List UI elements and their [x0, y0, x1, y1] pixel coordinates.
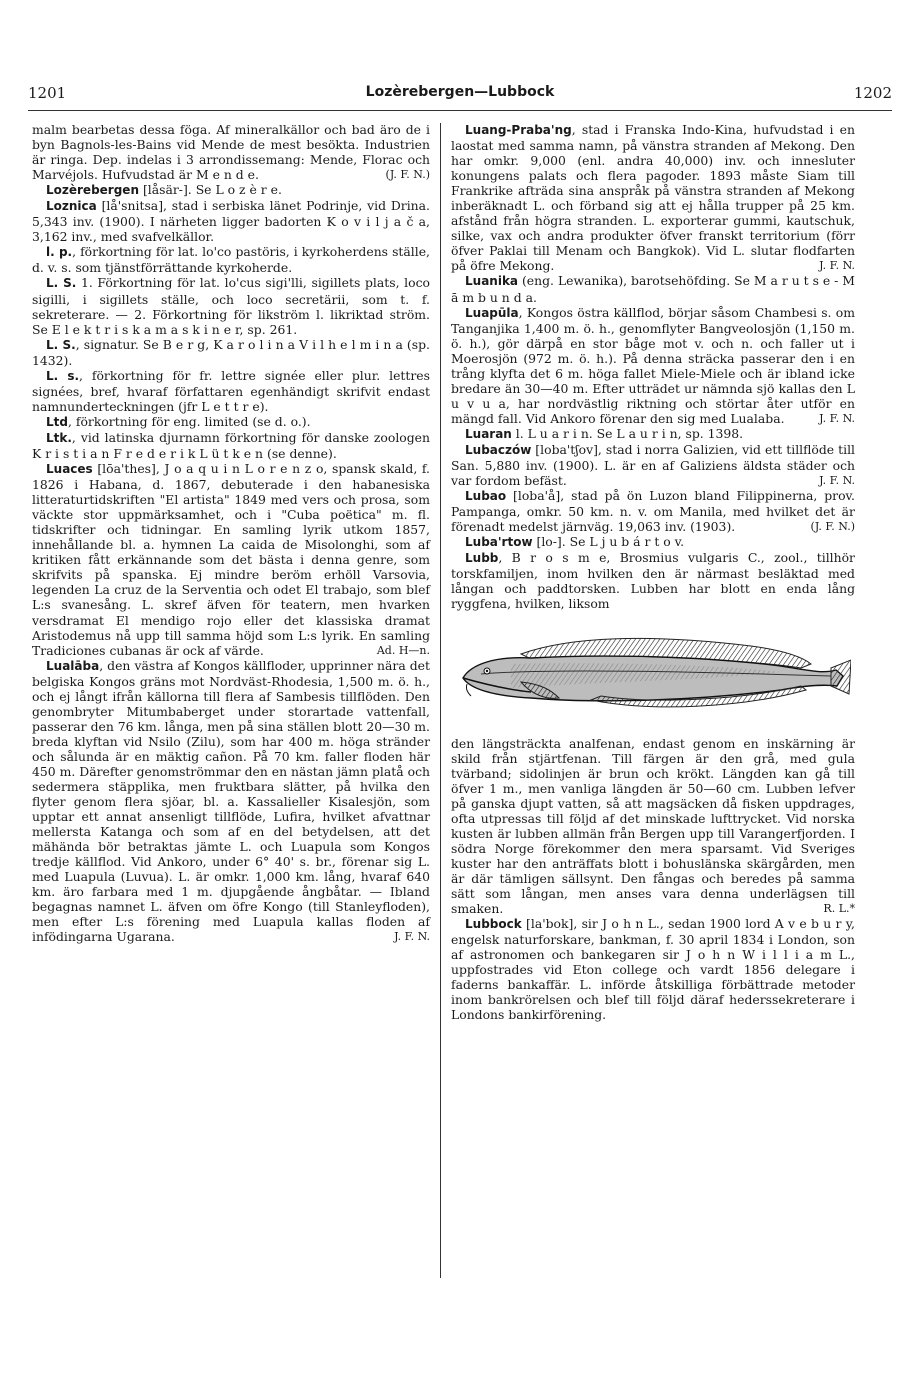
- entry-text: malm bearbetas dessa föga. Af mineralkällor och bad äro de i byn Bagnols-les-Bains vid Mende de mest besökta. Industrien är ringa. Dep. indelas i 3 arrondissemang: Mende, Florac och Marvéjols. Hufvudstad är M e n d e.: [32, 122, 430, 183]
- entry-headword: Lubao: [465, 489, 507, 504]
- entry-text: [lōa'thes], J o a q u i n L o r e n z o, spansk skald, f. 1826 i Habana, d. 1867, debuterade i den habanesiska litteraturtidskriften "El artista" 1849 med vers och prosa, som väckte stor uppmärksamhet, och i "Cuba poëtica" m. fl. tidskrifter och tidningar. En samling lyrik utkom 1857, innehållande bl. a. hymnen La caida de Misolonghi, som af kritiken fått erkännande som det bästa i denna genre, som skrifvits på spanska. Ej mindre beröm erhöll Varsovia, legenden La cruz de la Serventia och odet El trabajo, som blef L:s svanesång. L. skref äfven för teatern, men hvarken versdramat El mendigo rojo eller det klassiska dramat Aristodemus nå upp till samma höjd som L:s lyrik. En samling Tradiciones cubanas är ock af värde.: [32, 461, 430, 658]
- dictionary-entry: [32, 122, 430, 182]
- entry-headword: Lubaczów: [465, 442, 532, 457]
- dictionary-entry: [32, 368, 430, 414]
- entry-text: , förkortning för fr. lettre signée eller plur. lettres signées, bref, hvaraf författaren egenhändigt skrifvit endast namnunderteckningen (jfr L e t t r e).: [32, 367, 430, 414]
- dictionary-entry: [451, 916, 855, 1022]
- entry-text: , vid latinska djurnamn förkortning för danske zoologen K r i s t i a n F r e d e r i k L ü t k e n (se denne).: [32, 429, 430, 461]
- dictionary-entry: [32, 337, 430, 368]
- dictionary-entry: [32, 430, 430, 461]
- fish-illustration: [451, 616, 855, 734]
- author-signature: Ad. H—n.: [376, 643, 430, 657]
- entry-text: 1. Förkortning för lat. lo'cus sigi'lli, sigillets plats, loco sigilli, i sigillets ställe, och loco secretärii, som t. f. sekreterare. — 2. Förkortning för likström l. likriktad ström. Se E l e k t r i s k a m a s k i n e r, sp. 261.: [32, 275, 430, 337]
- page-number-right: 1202: [853, 84, 892, 102]
- author-signature: J. F. N.: [819, 474, 855, 488]
- entry-headword: Luanika: [465, 274, 519, 289]
- entry-headword: Lualāba: [46, 658, 100, 673]
- author-signature: J. F. N.: [819, 259, 855, 273]
- dictionary-entry: [451, 488, 855, 534]
- entry-text: , den västra af Kongos källfloder, upprinner nära det belgiska Kongos gräns mot Nordväst-Rhodesia, 1,500 m. ö. h., och ej långt ifrån källorna till flera af Sambesis tillflöden. Den genombryter Mitumbaberget under storartade vattenfall, passerar den 76 km. långa, men på sina ställen blott 20—30 m. breda klyftan vid Nsilo (Zilu), som har 400 m. höga stränder och sålunda är en mäktig cañon. På 70 km. faller floden här 450 m. Därefter genomströmmar den en nästan jämn platå och sedermera stäpplika, men fruktbara slätter, på hvilka den flyter genom flera sjöar, bl. a. Kassalieller Kisalesjön, som upptar ett annat ansenligt tillflöde, Lufira, hvilket afvattnar mellersta Katanga och som af en del betydelsen, att det mähända bör betraktas jämte L. och Luapula som Kongos tredje källflod. Vid Ankoro, under 6° 40' s. br., förenar sig L. med Luapula (Luvua). L. är omkr. 1,000 km. lång, hvaraf 640 km. äro farbara med 1 m. djupgående ångbåtar. — Ibland begagnas namnet L. äfven om öfre Kongo (till Stanleyfloden), men efter L:s förening med Luapula kallas floden af infödingarna Ugarana.: [32, 657, 430, 945]
- entry-headword: Lubb: [465, 551, 499, 566]
- lubb-fish-illustration: [451, 616, 851, 726]
- entry-headword: L. s.: [46, 368, 80, 383]
- dictionary-entry: [32, 275, 430, 336]
- entry-headword: l. p.: [46, 245, 73, 260]
- dictionary-entry: [32, 198, 430, 244]
- author-signature: (J. F. N.): [385, 168, 430, 182]
- dictionary-entry: [451, 305, 855, 426]
- dictionary-entry: [451, 273, 855, 304]
- entry-text: , Kongos östra källflod, börjar såsom Chambesi s. om Tanganjika 1,400 m. ö. h., genomflyter Bangveolosjön (1,150 m. ö. h.), gör därpå en stor båge mot v. och n. och faller ut i Moerosjön (972 m. ö. h.). På denna sträcka passerar den i en trång klyfta det 6 m. höga fallet Miele-Miele och är ibland icke bredare än 30—40 m. Efter utträdet ur nämnda sjö kallas den L u v u a, har nordvästlig riktning och störtar åter utför en mängd fall. Vid Ankoro förenar den sig med Lualaba.: [451, 304, 855, 426]
- entry-text: , stad i Franska Indo-Kina, hufvudstad i en laostat med samma namn, på vänstra stranden af Mekong. Den har omkr. 9,000 (enl. andra 40,000) inv. och innesluter konungens palats och flera pagoder. 1893 måste Siam till Frankrike afträda sina anspråk på vänstra stranden af Mekong inberäknadt L. och förband sig att ej hålla trupper på 25 km. afstånd från högra stranden. L. exporterar gummi, kautschuk, silke, vax och andra produkter öfver franskt territorium (förr öfver Paklai till Menam och Bangkok). Vid L. slutar flodfarten på öfre Mekong.: [451, 122, 855, 274]
- entry-headword: Ltd: [46, 414, 68, 429]
- entry-headword: Ltk.: [46, 430, 72, 445]
- entry-text: [loba'tʃov], stad i norra Galizien, vid ett tillflöde till San. 5,880 inv. (1900). L. är en af Galiziens äldsta städer och var fordom befäst.: [451, 441, 855, 489]
- entry-headword: Luapūla: [465, 305, 519, 320]
- dictionary-entry: [451, 426, 855, 442]
- entry-text: [låsär-]. Se L o z è r e.: [139, 182, 282, 198]
- entry-headword: Loznica: [46, 199, 97, 214]
- entry-headword: Luang-Praba'ng: [465, 123, 572, 137]
- running-title: Lozèrebergen—Lubbock: [365, 84, 555, 100]
- page-number-left: 1201: [28, 84, 67, 102]
- author-signature: (J. F. N.): [810, 520, 855, 534]
- dictionary-entry: [451, 736, 855, 917]
- author-signature: R. L.*: [823, 902, 855, 916]
- entry-text: l. L u a r i n. Se L a u r i n, sp. 1398.: [511, 425, 744, 441]
- entry-text: [la'bok], sir J o h n L., sedan 1900 lord A v e b u r y, engelsk naturforskare, bankman, f. 30 april 1834 i London, son af astronomen och bankegaren sir J o h n W i l l i a m L., uppfostrades vid Eton college och vardt 1856 delegare i faderns bankaffär. L. införde åtskilliga förbättrade metoder inom bankrörelsen och blef till följd däraf hederssekreterare i Londons bankirförening.: [451, 916, 855, 1023]
- entry-text: [lå'snitsa], stad i serbiska länet Podrinje, vid Drina. 5,343 inv. (1900). I närheten ligger badorten K o v i l j a č a, 3,162 inv., med svafvelkällor.: [32, 198, 430, 245]
- entry-headword: L. S.: [46, 337, 76, 352]
- dictionary-entry: [32, 244, 430, 275]
- page-header: [28, 84, 892, 108]
- entry-headword: Luba'rtow: [465, 535, 533, 550]
- entry-text: , B r o s m e, Brosmius vulgaris C., zool., tillhör torskfamiljen, inom hvilken den är närmast besläktad med långan och paddtorsken. Lubben har blott en enda lång ryggfena, hvilken, liksom: [451, 550, 855, 612]
- entry-headword: L. S.: [46, 276, 77, 291]
- entry-text: (eng. Lewanika), barotsehöfding. Se M a r u t s e - M ā m b u n d a.: [451, 273, 855, 305]
- entry-headword: Luaran: [465, 426, 512, 441]
- dictionary-entry: [451, 442, 855, 488]
- author-signature: J. F. N.: [819, 411, 855, 425]
- right-column: [451, 122, 855, 1022]
- entry-text: , förkortning för lat. lo'co pastöris, i kyrkoherdens ställe, d. v. s. som tjänstförrättande kyrkoherde.: [32, 244, 430, 276]
- entry-headword: Lozèrebergen: [46, 183, 139, 198]
- entry-text: [lo-]. Se L j u b á r t o v.: [532, 534, 685, 550]
- left-column: [32, 122, 430, 945]
- entry-headword: Lubbock: [465, 917, 522, 932]
- dictionary-entry: [32, 461, 430, 658]
- column-divider: [440, 123, 441, 1278]
- entry-text: [loba'å], stad på ön Luzon bland Filippinerna, prov. Pampanga, omkr. 50 km. n. v. om Manila, med hvilket det är förenadt medelst järnväg. 19,063 inv. (1903).: [451, 488, 855, 535]
- entry-headword: Luaces: [46, 462, 93, 477]
- dictionary-entry: [451, 534, 855, 550]
- dictionary-entry: [451, 550, 855, 611]
- dictionary-entry: [32, 414, 430, 430]
- header-rule: [28, 110, 892, 111]
- entry-text: , signatur. Se B e r g, K a r o l i n a V i l h e l m i n a (sp. 1432).: [32, 336, 430, 368]
- entry-text: , förkortning för eng. limited (se d. o.).: [67, 413, 311, 429]
- dictionary-entry: [32, 658, 430, 945]
- author-signature: J. F. N.: [394, 930, 430, 944]
- entry-text: den längsträckta analfenan, endast genom en inskärning är skild från stjärtfenan. Till färgen är den grå, med gula tvärband; sidolinjen är brun och krökt. Längden kan gå till öfver 1 m., men vanliga längden är 50—60 cm. Lubben lefver på ganska djupt vatten, så att magsäcken då fisken uppdrages, ofta utpressas till följd af det minskade lufttrycket. Vid norska kusten är lubben allmän från Bergen upp till Varangerfjorden. I södra Norge förekommer den mera sparsamt. Vid Sveriges kuster har den anträffats blott i bohuslänska skärgården, men är där tämligen sällsynt. Den fångas och beredes på samma sätt som långan, men anses vara denna underlägsen till smaken.: [451, 735, 855, 917]
- dictionary-entry: [451, 122, 855, 273]
- dictionary-entry: [32, 182, 430, 198]
